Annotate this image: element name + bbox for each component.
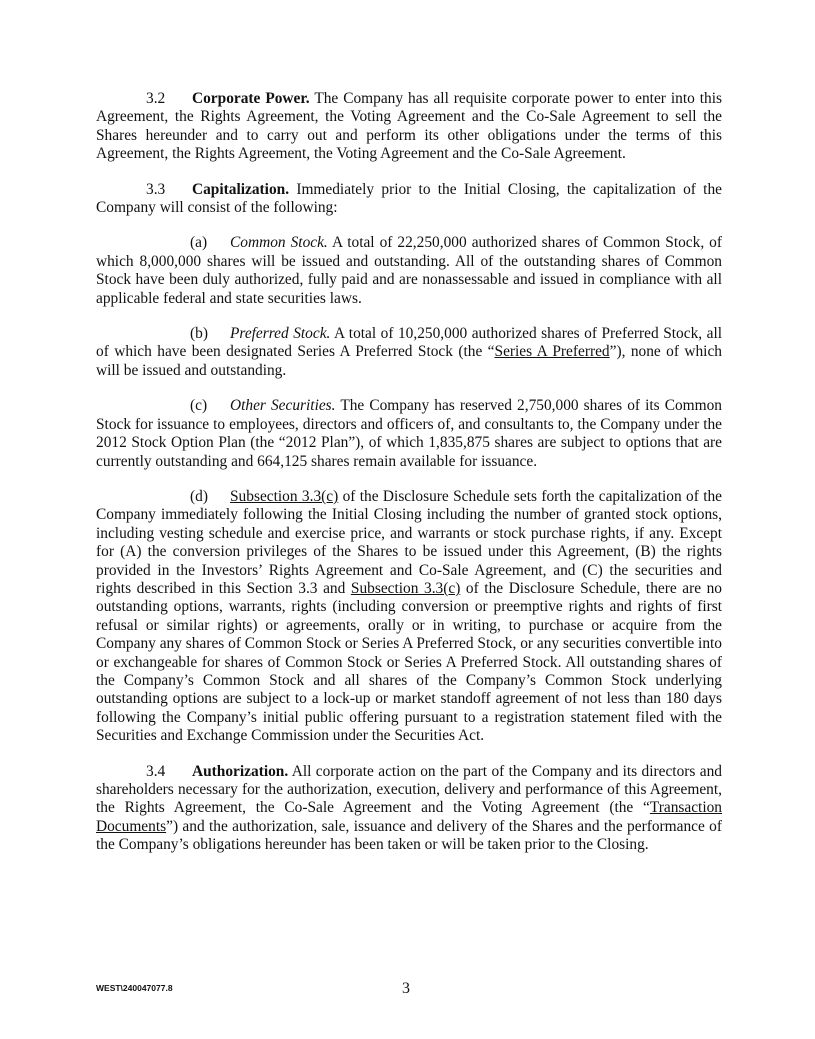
section-3-4 [96, 763, 722, 855]
subsection-a [96, 234, 722, 308]
subsection-label: (a) [190, 234, 208, 252]
document-id: WEST\240047077.8 [96, 983, 173, 993]
section-heading: Capitalization. [192, 180, 290, 198]
section-text: All corporate action on the part of the Company and its directors and shareholders necessary for the authorization, execution, delivery and performance of this Agreement, the Rights Agreement, the Co-Sale Agreement and the Voting Agreement (the “ [96, 762, 722, 817]
subsection-text-end: of the Disclosure Schedule, there are no outstanding options, warrants, rights (including conversion or preemptive rights and rights of first refusal or similar rights) or agreements, orally or in writing, to purchase or acquire from the Company any shares of Common Stock or Series A Preferred Stock, or any securities convertible into or exchangeable for shares of Common Stock or Series A Preferred Stock. All outstanding shares of the Company’s Common Stock and all shares of the Company’s Common Stock underlying outstanding options are subject to a lock-up or market standoff agreement of not less than 180 days following the Company’s initial public offering pursuant to a registration statement filed with the Securities and Exchange Commission under the Securities Act. [96, 579, 723, 745]
section-text: Immediately prior to the Initial Closing, the capitalization of the Company will consist of the following: [96, 180, 722, 217]
section-3-2 [96, 90, 722, 164]
subsection-label: (d) [190, 487, 208, 505]
subsection-title: Preferred Stock. [230, 325, 331, 343]
subsection-d [96, 488, 722, 746]
subsection-reference-2: Subsection 3.3(c) [350, 579, 461, 597]
subsection-text: A total of 22,250,000 authorized shares of Common Stock, of which 8,000,000 shares will be issued and outstanding. All of the outstanding shares of Common Stock have been duly authorized, fully paid and are nonassessable and issued in compliance with all applicable federal and state securities laws. [96, 234, 723, 307]
subsection-text: of the Disclosure Schedule sets forth the capitalization of the Company immediately following the Initial Closing including the number of granted stock options, including vesting schedule and exercise price, and warrants or stock purchase rights, if any. Except for (A) the conversion privileges of the Shares to be issued under this Agreement, (B) the rights provided in the Investors’ Rights Agreement and Co-Sale Agreement, and (C) the securities and rights described in this Section 3.3 and [96, 487, 722, 597]
defined-term: Series A Preferred [494, 343, 610, 361]
document-body [96, 90, 722, 872]
section-heading: Corporate Power. [192, 90, 310, 107]
subsection-text: The Company has reserved 2,750,000 shares of its Common Stock for issuance to employees, directors and officers of, and consultants to, the Company under the 2012 Stock Option Plan (the “2012 Plan”), of which 1,835,875 shares are subject to options that are currently outstanding and 664,125 shares remain available for issuance. [96, 397, 723, 470]
subsection-text-end: ”), none of which will be issued and outstanding. [96, 343, 722, 379]
subsection-title: Other Securities. [230, 397, 336, 415]
section-text: The Company has all requisite corporate power to enter into this Agreement, the Rights Agreement, the Voting Agreement and the Co-Sale Agreement to sell the Shares hereunder and to carry out and perform its other obligations under the terms of this Agreement, the Rights Agreement, the Voting Agreement and the Co-Sale Agreement. [96, 90, 722, 163]
section-number: 3.4 [146, 762, 166, 780]
page-number: 3 [402, 980, 410, 997]
section-number: 3.2 [146, 90, 166, 107]
subsection-c [96, 397, 722, 471]
subsection-text: A total of 10,250,000 authorized shares of Preferred Stock, all of which have been designated Series A Preferred Stock (the “ [96, 325, 722, 361]
subsection-label: (b) [190, 325, 208, 343]
section-heading: Authorization. [192, 762, 289, 780]
defined-term: Transaction Documents [96, 799, 722, 835]
section-number: 3.3 [146, 180, 166, 198]
subsection-reference: Subsection 3.3(c) [230, 487, 339, 505]
section-3-3 [96, 181, 722, 218]
subsection-b [96, 325, 722, 380]
subsection-title: Common Stock. [230, 234, 328, 252]
subsection-label: (c) [190, 397, 208, 415]
section-text-end: ”) and the authorization, sale, issuance and delivery of the Shares and the performance of the Company’s obligations hereunder has been taken or will be taken prior to the Closing. [96, 817, 722, 854]
